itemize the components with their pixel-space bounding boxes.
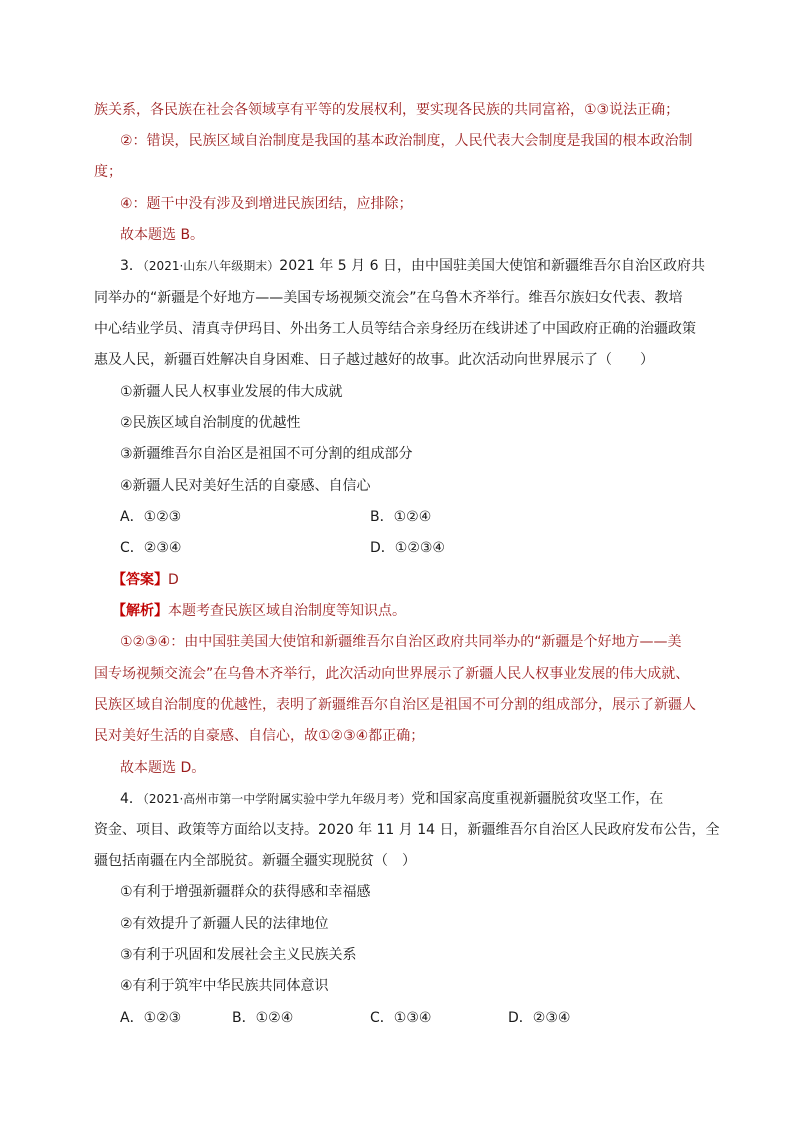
q3-source: （2021·山东八年级期末） [142,259,280,273]
q3-option-d: D．①②③④ [370,540,445,556]
q3-conclusion: 故本题选 D。 [120,760,206,776]
q4-item-1: ①有利于增强新疆群众的获得感和幸福感 [120,884,371,900]
q3-item-4: ④新疆人民对美好生活的自豪感、自信心 [120,478,371,494]
q4-stem-line-2: 资金、项目、政策等方面给以支持。2020 年 11 月 14 日，新疆维吾尔自治区人民政府发布公告，全 [94,822,720,838]
q3-item-1: ①新疆人民人权事业发展的伟大成就 [120,384,343,400]
q4-number: 4． [120,791,143,807]
q4-item-4: ④有利于筑牢中华民族共同体意识 [120,978,329,994]
q3-analysis-body-3: 民族区域自治制度的优越性，表明了新疆维吾尔自治区是祖国不可分割的组成部分，展示了新疆人 [94,697,696,713]
prev-conclusion: 故本题选 B。 [120,227,205,243]
q3-number: 3． [120,258,143,274]
q3-stem-line-4: 惠及人民，新疆百姓解决自身困难、日子越过越好的故事。此次活动向世界展示了（ ） [94,352,654,368]
q3-analysis-body-1: ①②③④：由中国驻美国大使馆和新疆维吾尔自治区政府共同举办的“新疆是个好地方——美 [120,634,682,650]
q3-stem-line-1 [120,256,705,276]
q3-item-2: ②民族区域自治制度的优越性 [120,415,301,431]
q3-analysis-line [112,601,406,621]
q4-option-a: A．①②③ [120,1010,182,1026]
prev-analysis-line-3: 度； [94,164,122,180]
q3-analysis-body-2: 国专场视频交流会”在乌鲁木齐举行，此次活动向世界展示了新疆人民人权事业发展的伟大成就、 [94,666,690,682]
q3-stem-line-2: 同举办的“新疆是个好地方——美国专场视频交流会”在乌鲁木齐举行。维吾尔族妇女代表、教培 [94,290,683,306]
q3-analysis-tag: 【解析】 [112,603,168,619]
q3-option-b: B．①②④ [370,509,432,525]
q3-option-a: A．①②③ [120,509,182,525]
q3-option-c: C．②③④ [120,540,182,556]
q4-stem-line-3: 疆包括南疆在内全部脱贫。新疆全疆实现脱贫（ ） [94,853,416,869]
q3-answer-value: D [168,572,179,588]
q3-analysis-body-4: 民对美好生活的自豪感、自信心，故①②③④都正确； [94,728,425,744]
prev-analysis-line-1: 族关系，各民族在社会各领域享有平等的发展权利，要实现各民族的共同富裕，①③说法正确； [94,102,680,118]
q4-source: （2021·高州市第一中学附属实验中学九年级月考） [142,792,412,806]
q4-stem-line-1 [120,789,663,809]
q3-answer-tag: 【答案】 [112,572,168,588]
q4-item-2: ②有效提升了新疆人民的法律地位 [120,916,329,932]
q4-option-c: C．①③④ [370,1010,432,1026]
q4-option-b: B．①②④ [232,1010,294,1026]
prev-analysis-line-4: ④：题干中没有涉及到增进民族团结，应排除； [120,196,413,212]
q4-option-d: D．②③④ [508,1010,571,1026]
q3-item-3: ③新疆维吾尔自治区是祖国不可分割的组成部分 [120,446,413,462]
q3-analysis-text: 本题考查民族区域自治制度等知识点。 [168,603,406,619]
q3-answer-line [112,570,179,590]
q4-item-3: ③有利于巩固和发展社会主义民族关系 [120,947,357,963]
q3-stem-line-3: 中心结业学员、清真寺伊玛目、外出务工人员等结合亲身经历在线讲述了中国政府正确的治疆政策 [94,321,696,337]
prev-analysis-line-2: ②：错误，民族区域自治制度是我国的基本政治制度，人民代表大会制度是我国的根本政治制 [120,133,693,149]
q4-stem-text-1: 党和国家高度重视新疆脱贫攻坚工作，在 [411,791,664,807]
q3-stem-text-1: 2021 年 5 月 6 日，由中国驻美国大使馆和新疆维吾尔自治区政府共 [279,258,705,274]
